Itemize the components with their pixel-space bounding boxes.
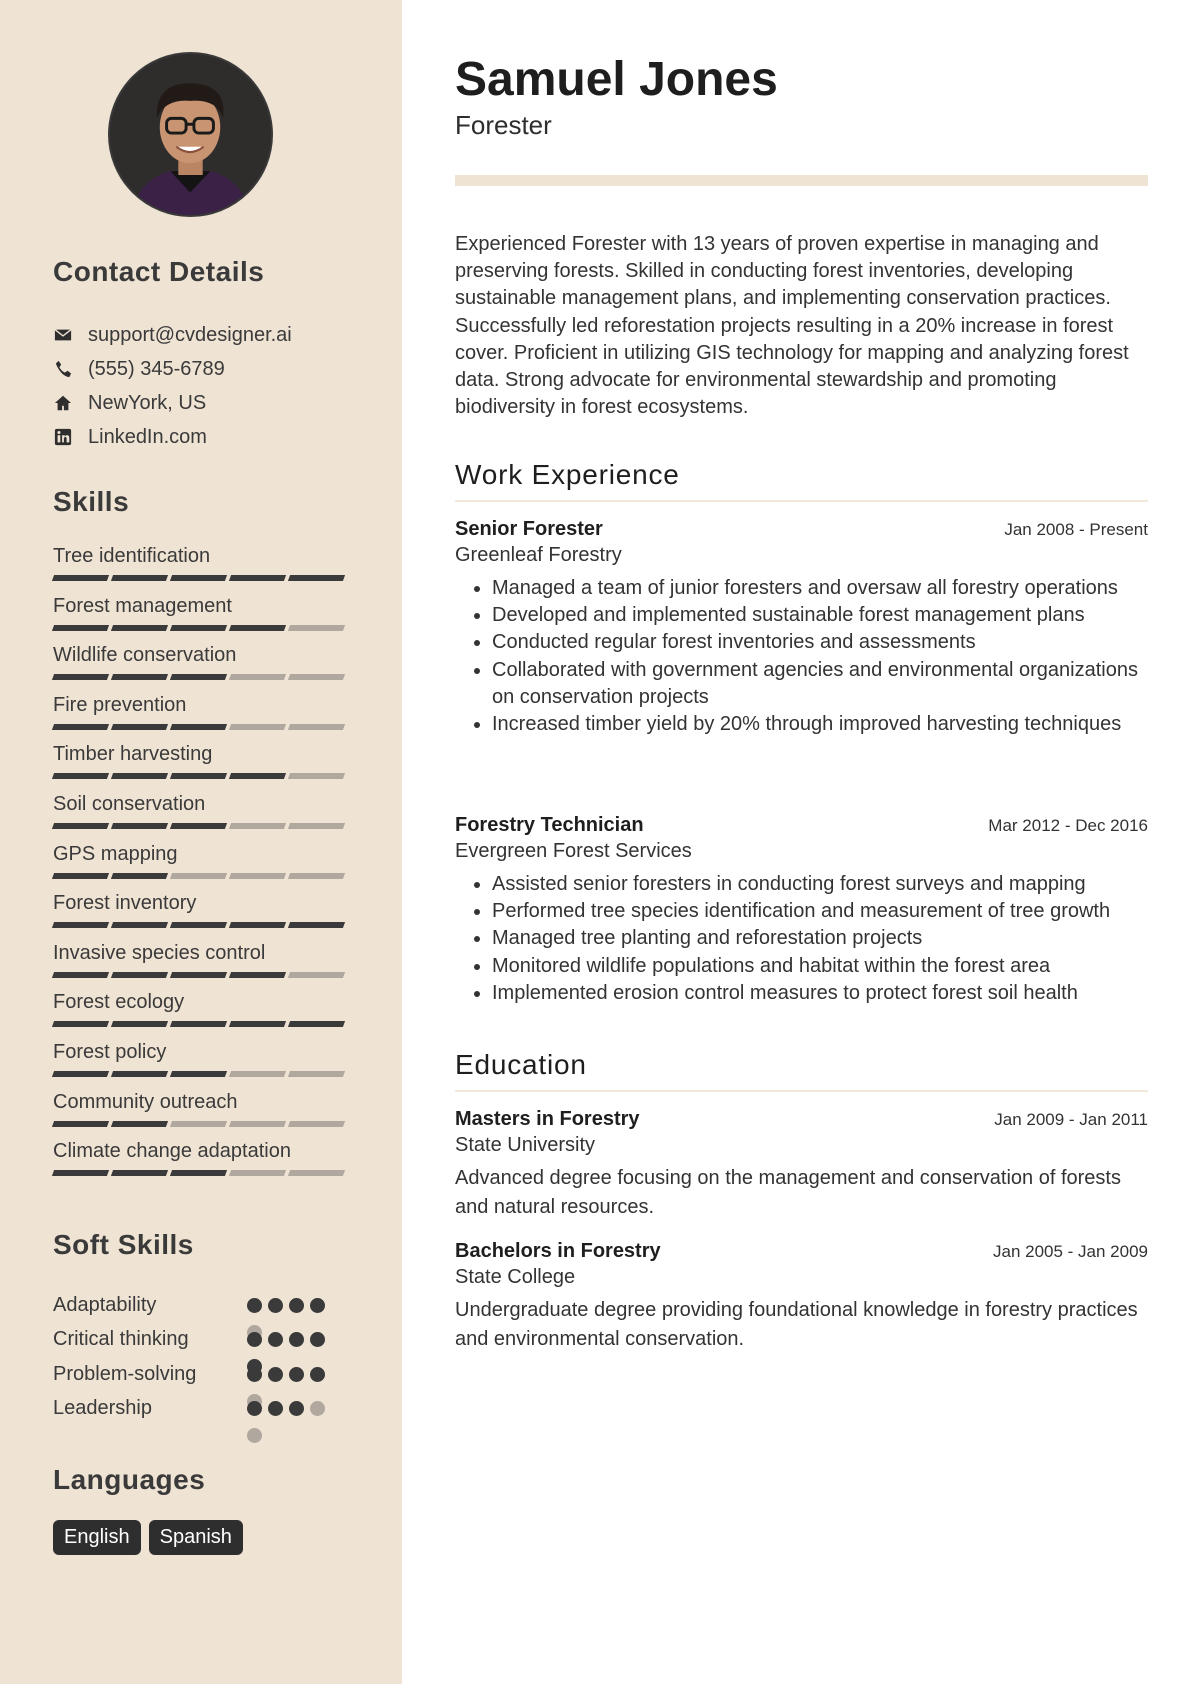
skill-level-segment bbox=[52, 773, 109, 779]
skill-level-segment bbox=[52, 724, 109, 730]
job-bullet: • Assisted senior foresters in conducting forest surveys and mapping bbox=[492, 871, 1148, 898]
skill-level-segment bbox=[288, 972, 345, 978]
school-name: State University bbox=[455, 1134, 596, 1156]
skill-level-segment bbox=[288, 575, 345, 581]
rating-dot bbox=[289, 1298, 304, 1313]
skill-level-bar bbox=[53, 724, 349, 730]
profile-summary: Experienced Forester with 13 years of proven expertise in managing and preserving forests. Skilled in conducting forest inventories, developing sustainable management plans, and implementing conservation practices. Successfully led reforestation projects resulting in a 20% increase in forest cover. Proficient in utilizing GIS technology for mapping and analyzing forest data. Strong advocate for environmental stewardship and promoting biodiversity in forest ecosystems. bbox=[455, 233, 1129, 419]
skill-level-segment bbox=[229, 724, 286, 730]
skill-item bbox=[53, 641, 349, 691]
skill-level-segment bbox=[111, 922, 168, 928]
job-bullets bbox=[455, 871, 1148, 1007]
soft-skill-item bbox=[53, 1288, 353, 1323]
soft-skills-heading: Soft Skills bbox=[53, 1229, 194, 1260]
job-date: Jan 2008 - Present bbox=[1004, 520, 1148, 539]
skill-level-segment bbox=[229, 922, 286, 928]
rating-dot bbox=[247, 1332, 262, 1347]
rating-dot bbox=[268, 1401, 283, 1416]
skill-level-segment bbox=[170, 1170, 227, 1176]
soft-skill-name: Critical thinking bbox=[53, 1328, 189, 1351]
rating-dot bbox=[310, 1332, 325, 1347]
skill-level-segment bbox=[288, 674, 345, 680]
skill-level-segment bbox=[111, 1071, 168, 1077]
skill-level-segment bbox=[52, 674, 109, 680]
contact-linkedin[interactable] bbox=[53, 420, 292, 454]
rating-dot bbox=[247, 1367, 262, 1382]
skill-level-segment bbox=[288, 1170, 345, 1176]
languages-list bbox=[53, 1520, 243, 1555]
skill-level-segment bbox=[229, 972, 286, 978]
job-bullet: • Increased timber yield by 20% through improved harvesting techniques bbox=[492, 711, 1148, 738]
job-bullet: • Monitored wildlife populations and habitat within the forest area bbox=[492, 953, 1148, 980]
contact-details-heading: Contact Details bbox=[53, 256, 265, 287]
home-icon bbox=[53, 393, 73, 413]
skill-level-segment bbox=[288, 1121, 345, 1127]
school-name: State College bbox=[455, 1266, 576, 1288]
header-divider bbox=[455, 175, 1148, 186]
skill-item bbox=[53, 542, 349, 592]
skill-level-segment bbox=[111, 823, 168, 829]
skill-level-segment bbox=[52, 1170, 109, 1176]
job-bullets bbox=[455, 575, 1148, 738]
rating-dot bbox=[310, 1401, 325, 1416]
rating-dot bbox=[247, 1298, 262, 1313]
skill-level-bar bbox=[53, 674, 349, 680]
skill-name: Fire prevention bbox=[53, 693, 187, 716]
phone-icon bbox=[53, 359, 73, 379]
job-title: Forestry Technician bbox=[455, 814, 644, 836]
skill-level-segment bbox=[111, 674, 168, 680]
contact-list bbox=[53, 318, 292, 454]
soft-skill-rating bbox=[247, 1332, 325, 1347]
rating-dot bbox=[247, 1428, 262, 1443]
skill-level-segment bbox=[288, 1021, 345, 1027]
rating-dot bbox=[289, 1367, 304, 1382]
contact-location bbox=[53, 386, 292, 420]
job-bullet: • Performed tree species identification and measurement of tree growth bbox=[492, 898, 1148, 925]
skill-name: Forest management bbox=[53, 594, 232, 617]
skill-level-segment bbox=[170, 674, 227, 680]
skill-level-segment bbox=[52, 873, 109, 879]
job-entry bbox=[455, 814, 1148, 1007]
skill-level-segment bbox=[229, 873, 286, 879]
skill-level-segment bbox=[229, 1170, 286, 1176]
skill-level-segment bbox=[111, 1021, 168, 1027]
job-title: Senior Forester bbox=[455, 518, 603, 540]
skill-level-bar bbox=[53, 823, 349, 829]
skill-level-segment bbox=[170, 972, 227, 978]
degree-description: Undergraduate degree providing foundational knowledge in forestry practices and environmental conservation. bbox=[455, 1299, 1138, 1350]
skill-level-segment bbox=[52, 575, 109, 581]
skill-level-segment bbox=[229, 1121, 286, 1127]
rating-dot bbox=[247, 1401, 262, 1416]
skill-item bbox=[53, 889, 349, 939]
skill-level-bar bbox=[53, 1121, 349, 1127]
skill-name: Tree identification bbox=[53, 545, 211, 567]
skill-level-bar bbox=[53, 625, 349, 631]
rating-dot bbox=[289, 1332, 304, 1347]
job-bullet: • Implemented erosion control measures to protect forest soil health bbox=[492, 980, 1148, 1007]
contact-email-text: support@cvdesigner.ai bbox=[88, 323, 292, 346]
skill-level-segment bbox=[52, 1071, 109, 1077]
soft-skill-item bbox=[53, 1392, 353, 1427]
skill-level-segment bbox=[229, 1071, 286, 1077]
skill-item bbox=[53, 939, 349, 989]
skill-level-segment bbox=[170, 773, 227, 779]
skill-level-segment bbox=[229, 625, 286, 631]
skill-level-bar bbox=[53, 1021, 349, 1027]
skill-level-segment bbox=[111, 972, 168, 978]
skill-level-segment bbox=[288, 773, 345, 779]
envelope-icon bbox=[53, 325, 73, 345]
skill-item bbox=[53, 740, 349, 790]
job-bullet: • Developed and implemented sustainable forest management plans bbox=[492, 602, 1148, 629]
work-divider bbox=[455, 500, 1148, 502]
skill-level-bar bbox=[53, 773, 349, 779]
skill-level-segment bbox=[170, 823, 227, 829]
skills-heading: Skills bbox=[53, 486, 130, 517]
skill-item bbox=[53, 1038, 349, 1088]
skill-level-bar bbox=[53, 575, 349, 581]
skill-item bbox=[53, 592, 349, 642]
skill-item bbox=[53, 1137, 349, 1187]
avatar bbox=[108, 52, 273, 217]
degree-title: Masters in Forestry bbox=[455, 1108, 640, 1130]
language-badge: Spanish bbox=[149, 1520, 243, 1555]
skill-level-segment bbox=[229, 674, 286, 680]
skill-level-segment bbox=[170, 724, 227, 730]
rating-dot bbox=[268, 1298, 283, 1313]
skill-level-bar bbox=[53, 1071, 349, 1077]
skill-level-segment bbox=[111, 773, 168, 779]
contact-phone-text: (555) 345-6789 bbox=[88, 357, 225, 380]
skill-name: Forest ecology bbox=[53, 991, 185, 1014]
skill-name: Wildlife conservation bbox=[53, 644, 237, 667]
skill-name: Forest policy bbox=[53, 1040, 167, 1063]
contact-location-text: NewYork, US bbox=[88, 391, 207, 414]
skill-level-segment bbox=[288, 823, 345, 829]
sidebar bbox=[0, 0, 402, 1684]
skill-level-segment bbox=[170, 1021, 227, 1027]
skill-level-segment bbox=[111, 873, 168, 879]
skill-name: Invasive species control bbox=[53, 941, 266, 964]
rating-dot bbox=[310, 1367, 325, 1382]
skill-level-segment bbox=[52, 823, 109, 829]
soft-skill-name: Adaptability bbox=[53, 1293, 157, 1316]
soft-skill-name: Problem-solving bbox=[53, 1362, 197, 1385]
degree-date: Jan 2005 - Jan 2009 bbox=[992, 1242, 1148, 1261]
skill-level-segment bbox=[229, 575, 286, 581]
degree-title: Bachelors in Forestry bbox=[455, 1240, 661, 1262]
skill-level-segment bbox=[52, 922, 109, 928]
skill-level-segment bbox=[170, 922, 227, 928]
skill-level-bar bbox=[53, 972, 349, 978]
skill-level-segment bbox=[288, 724, 345, 730]
soft-skill-item bbox=[53, 1357, 353, 1392]
languages-heading: Languages bbox=[53, 1464, 206, 1495]
skill-level-segment bbox=[170, 1071, 227, 1077]
language-badge: English bbox=[53, 1520, 141, 1555]
skill-level-segment bbox=[288, 922, 345, 928]
work-experience-heading: Work Experience bbox=[455, 459, 680, 490]
soft-skills-list bbox=[53, 1288, 353, 1426]
job-company: Evergreen Forest Services bbox=[455, 840, 692, 862]
linkedin-icon bbox=[53, 427, 73, 447]
skill-level-segment bbox=[170, 873, 227, 879]
soft-skill-rating bbox=[247, 1298, 325, 1313]
degree-date: Jan 2009 - Jan 2011 bbox=[994, 1110, 1148, 1129]
skill-level-segment bbox=[111, 1121, 168, 1127]
rating-dot bbox=[310, 1298, 325, 1313]
job-bullet: • Conducted regular forest inventories and assessments bbox=[492, 629, 1148, 656]
rating-dot bbox=[268, 1332, 283, 1347]
education-entry bbox=[455, 1240, 1148, 1353]
skill-level-segment bbox=[111, 724, 168, 730]
contact-phone[interactable] bbox=[53, 352, 292, 386]
skill-level-segment bbox=[229, 823, 286, 829]
candidate-name: Samuel Jones bbox=[455, 53, 778, 106]
skill-level-segment bbox=[52, 1021, 109, 1027]
contact-linkedin-text: LinkedIn.com bbox=[88, 425, 207, 448]
skill-level-segment bbox=[229, 1021, 286, 1027]
skill-level-segment bbox=[170, 1121, 227, 1127]
skill-level-bar bbox=[53, 1170, 349, 1176]
degree-description: Advanced degree focusing on the management and conservation of forests and natural resources. bbox=[455, 1167, 1121, 1218]
education-heading: Education bbox=[455, 1049, 587, 1080]
job-bullet: • Managed a team of junior foresters and oversaw all forestry operations bbox=[492, 575, 1148, 602]
skill-name: Timber harvesting bbox=[53, 743, 213, 766]
education-divider bbox=[455, 1090, 1148, 1092]
skill-item bbox=[53, 691, 349, 741]
skill-item bbox=[53, 790, 349, 840]
skill-level-segment bbox=[170, 575, 227, 581]
skill-level-segment bbox=[52, 972, 109, 978]
skill-name: Forest inventory bbox=[53, 892, 197, 915]
skill-level-segment bbox=[288, 873, 345, 879]
skill-level-segment bbox=[111, 625, 168, 631]
skill-level-segment bbox=[288, 625, 345, 631]
skill-level-bar bbox=[53, 873, 349, 879]
soft-skill-rating bbox=[247, 1401, 325, 1416]
skill-item bbox=[53, 1088, 349, 1138]
skill-level-segment bbox=[52, 625, 109, 631]
job-date: Mar 2012 - Dec 2016 bbox=[988, 816, 1148, 835]
skill-level-segment bbox=[288, 1071, 345, 1077]
skill-level-segment bbox=[111, 1170, 168, 1176]
skill-level-segment bbox=[229, 773, 286, 779]
skill-item bbox=[53, 988, 349, 1038]
contact-email[interactable] bbox=[53, 318, 292, 352]
skill-name: Community outreach bbox=[53, 1090, 238, 1113]
skill-item bbox=[53, 840, 349, 890]
skill-name: Climate change adaptation bbox=[53, 1140, 291, 1163]
skills-list bbox=[53, 542, 349, 1187]
profile-photo bbox=[110, 54, 271, 215]
skill-level-bar bbox=[53, 922, 349, 928]
skill-level-segment bbox=[52, 1121, 109, 1127]
job-entry bbox=[455, 518, 1148, 738]
skill-name: Soil conservation bbox=[53, 792, 206, 815]
skill-level-segment bbox=[111, 575, 168, 581]
candidate-role: Forester bbox=[455, 110, 552, 140]
soft-skill-item bbox=[53, 1323, 353, 1358]
job-bullet: • Managed tree planting and reforestation projects bbox=[492, 925, 1148, 952]
skill-level-segment bbox=[170, 625, 227, 631]
job-bullet: • Collaborated with government agencies and environmental organizations on conservation projects bbox=[492, 657, 1148, 711]
education-entry bbox=[455, 1108, 1148, 1221]
soft-skill-name: Leadership bbox=[53, 1397, 152, 1420]
rating-dot bbox=[289, 1401, 304, 1416]
skill-name: GPS mapping bbox=[53, 842, 178, 865]
rating-dot bbox=[268, 1367, 283, 1382]
job-company: Greenleaf Forestry bbox=[455, 544, 622, 566]
soft-skill-rating bbox=[247, 1367, 325, 1382]
